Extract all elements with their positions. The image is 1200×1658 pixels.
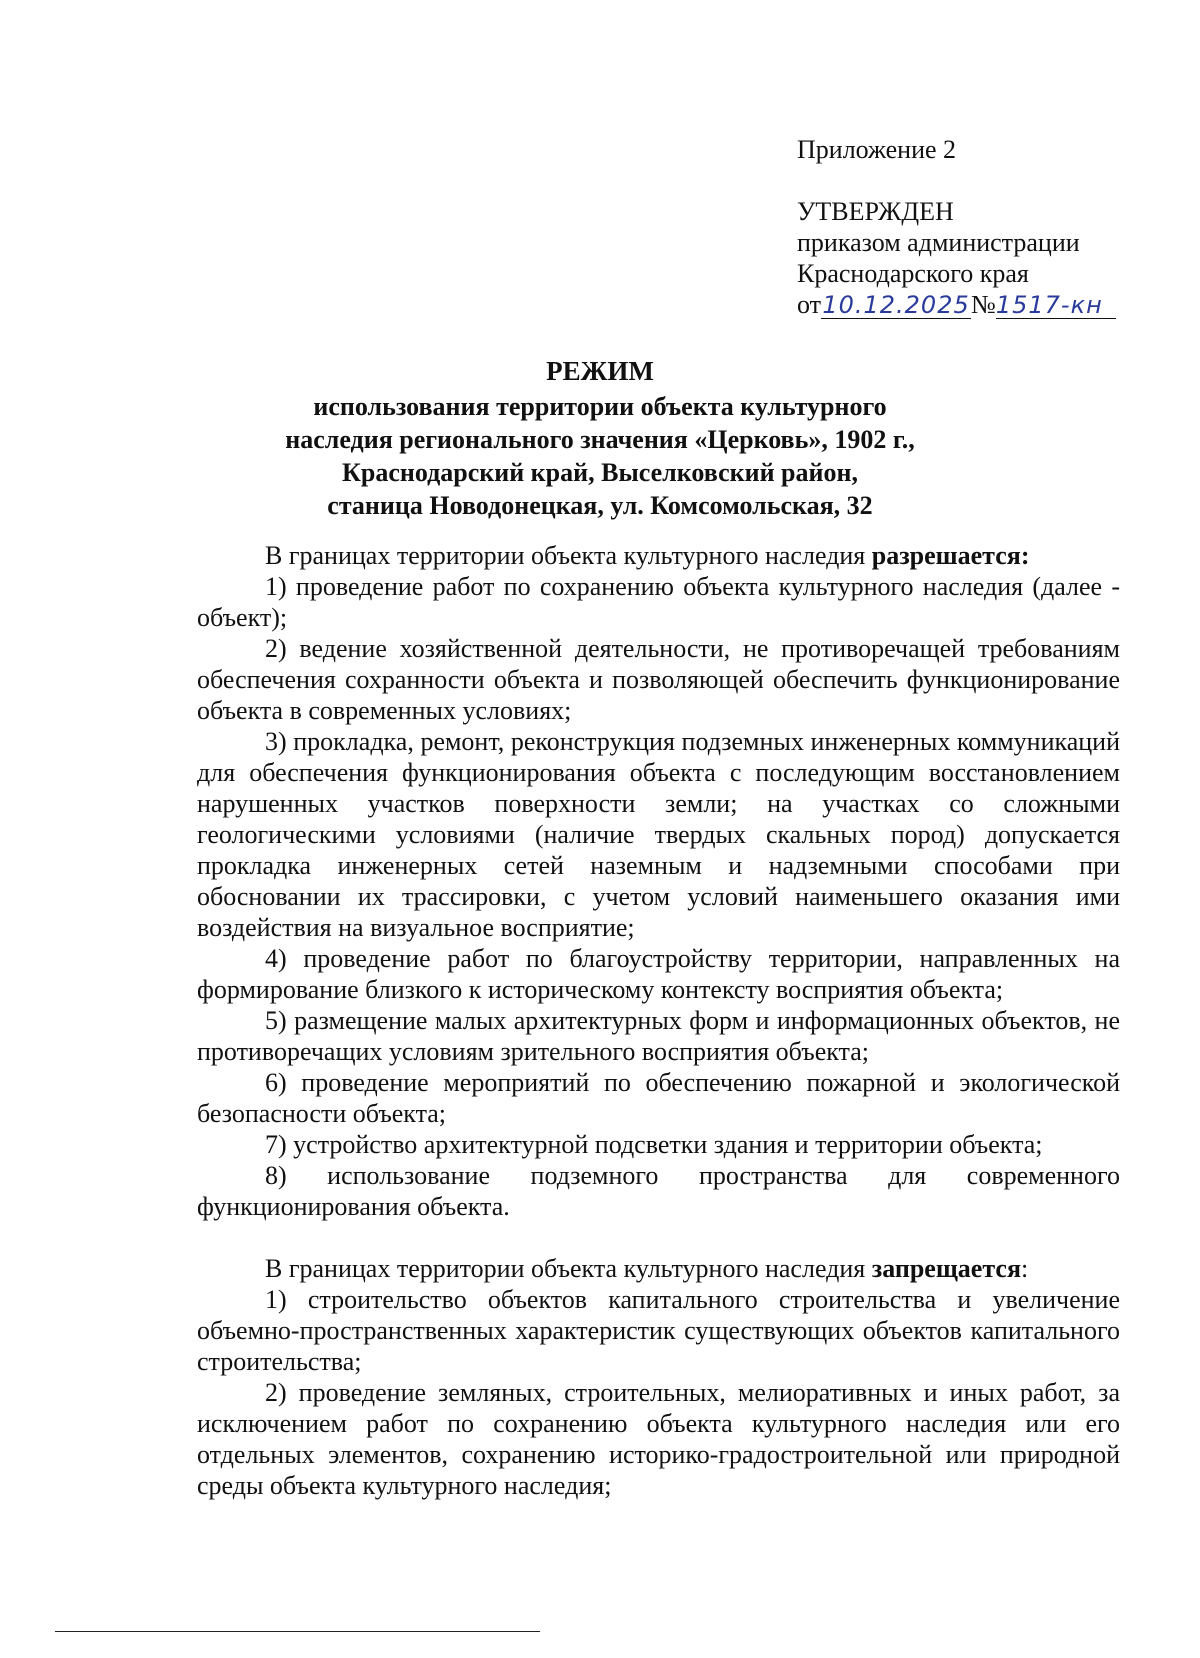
document-title-block (190, 354, 1010, 522)
allowed-keyword: разрешается: (871, 541, 1030, 570)
approval-block (797, 134, 1116, 320)
section-spacer (197, 1222, 1120, 1253)
handwritten-number: 1517-кн (996, 292, 1116, 319)
allowed-item: 4) проведение работ по благоустройству территории, направленных на формирование близкого к историческому контексту восприятия объекта; (197, 944, 1120, 1004)
document-title: РЕЖИМ (546, 356, 654, 386)
document-body (197, 540, 1120, 1501)
date-prefix: от (797, 290, 822, 319)
forbidden-keyword: запрещается (871, 1254, 1022, 1283)
allowed-item: 1) проведение работ по сохранению объекта культурного наследия (далее - объект); (197, 572, 1120, 632)
allowed-item: 5) размещение малых архитектурных форм и информационных объектов, не противоречащих условиям зрительного восприятия объекта; (197, 1006, 1120, 1066)
document-subtitle-line: Краснодарский край, Выселковский район, (342, 458, 858, 487)
allowed-item: 7) устройство архитектурной подсветки здания и территории объекта; (265, 1130, 1043, 1159)
document-subtitle-line: наследия регионального значения «Церковь», 1902 г., (285, 425, 915, 454)
allowed-item: 6) проведение мероприятий по обеспечению пожарной и экологической безопасности объекта; (197, 1068, 1120, 1128)
approval-order-line: приказом администрации (797, 228, 1080, 257)
document-subtitle-line: станица Новодонецкая, ул. Комсомольская, 32 (327, 491, 873, 520)
allowed-item: 2) ведение хозяйственной деятельности, не противоречащей требованиям обеспечения сохранности объекта и позволяющей обеспечить функционирование объекта в современных условиях; (197, 634, 1120, 725)
document-subtitle-line: использования территории объекта культурного (313, 392, 887, 421)
approved-heading: УТВЕРЖДЕН (797, 197, 954, 226)
allowed-intro: В границах территории объекта культурного наследия разрешается: (265, 541, 1030, 570)
appendix-label: Приложение 2 (797, 135, 957, 164)
approval-date-line (797, 289, 1116, 320)
allowed-item: 3) прокладка, ремонт, реконструкция подземных инженерных коммуникаций для обеспечения функционирования объекта с последующим восстановлением нарушенных участков поверхности земли; на участках со сложными геологическими условиями (наличие твердых скальных пород) допускается прокладка инженерных сетей наземным и надземными способами при обосновании их трассировки, с учетом условий наименьшего оказания ими воздействия на визуальное восприятие; (197, 727, 1120, 942)
forbidden-item: 2) проведение земляных, строительных, мелиоративных и иных работ, за исключением работ по сохранению объекта культурного наследия или его отдельных элементов, сохранению историко-градостроительной или природной среды объекта культурного наследия; (197, 1378, 1120, 1500)
allowed-item: 8) использование подземного пространства для современного функционирования объекта. (197, 1161, 1120, 1221)
footer-divider (55, 1631, 540, 1632)
handwritten-date: 10.12.2025 (822, 291, 970, 319)
forbidden-intro: В границах территории объекта культурного наследия запрещается: (265, 1254, 1029, 1283)
approval-region-line: Краснодарского края (797, 259, 1029, 288)
forbidden-item: 1) строительство объектов капитального строительства и увеличение объемно-пространственных характеристик существующих объектов капитального строительства; (197, 1285, 1120, 1376)
number-prefix: № (971, 290, 996, 319)
